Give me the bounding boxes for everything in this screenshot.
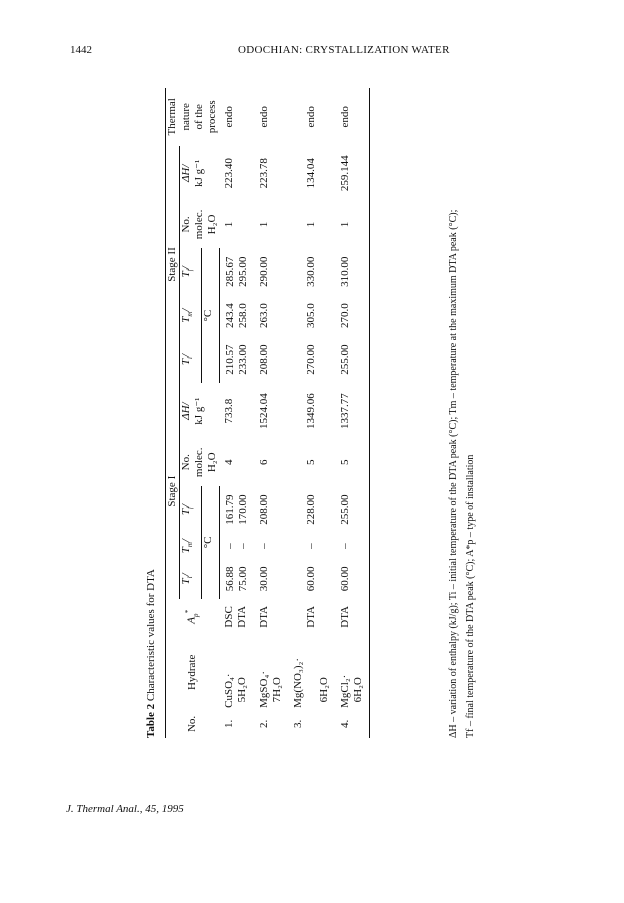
cell-n2: 1 (223, 221, 235, 228)
cell-ap: DTA (335, 599, 370, 635)
ap-symbol: A (185, 617, 198, 624)
cell-ti1: 30.00 (257, 566, 270, 592)
cell-ti2: 210.57 233.00 (223, 344, 249, 375)
running-head: ODOCHIAN: CRYSTALLIZATION WATER (238, 44, 450, 56)
cell-ap: DSC DTA (223, 606, 248, 628)
cell-tm1: – – (223, 543, 249, 549)
stage1-header: Stage I (166, 383, 180, 599)
cell-ap: DTA (304, 606, 317, 628)
cell-tf1: 208.00 (257, 494, 270, 525)
table-caption (145, 569, 157, 738)
cell-tf1: 255.00 (335, 486, 370, 534)
cell-tm2: 243.4 258.0 (223, 303, 249, 329)
cell-dh1: 1337.77 (335, 383, 370, 438)
ti1-header: $T_i/$ (180, 573, 195, 585)
cell-tf2: 310.00 (335, 248, 370, 296)
cell-ti2: 208.00 (257, 344, 270, 375)
cell-ti2: 255.00 (335, 336, 370, 384)
cell-ti1: 56.88 75.00 (223, 566, 249, 592)
tf1-header: $T_f/$ (180, 504, 195, 516)
cell-n1: 4 (223, 459, 235, 466)
cell-tm1: – (335, 533, 370, 558)
col-no-header: No. (166, 710, 220, 738)
table-row (335, 88, 370, 738)
table-row (288, 88, 335, 738)
cell-dh2: 259.144 (335, 146, 370, 201)
page-number: 1442 (70, 44, 92, 56)
table-caption-label: Table 2 (145, 703, 157, 738)
cell-ti1: 60.00 (335, 559, 370, 599)
cell-ti2: 270.00 (304, 344, 317, 375)
table-caption-text: Characteristic values for DTA (145, 569, 157, 702)
col-hydrate-header: Hydrate (166, 635, 220, 710)
table-row (219, 88, 254, 738)
cell-tf1: 228.00 (304, 494, 317, 525)
cell-tm2: 270.0 (335, 296, 370, 336)
cell-n2: 1 (257, 221, 270, 228)
footnote-line-1: ΔH – variation of enthalpy (kJ/g); Ti – initial temperature of the DTA peak (°C); Tm – temperature at the maximum DTA peak (°C); (448, 209, 459, 738)
cell-tm2: 305.0 (304, 303, 317, 329)
stage2-header: Stage II (166, 146, 180, 384)
cell-nature: endo (257, 106, 270, 128)
cell-nature: endo (304, 106, 317, 128)
ti2-header: $T_i/$ (180, 353, 195, 366)
cell-hydrate: MgSO₄· 7H₂O (257, 671, 283, 708)
deg-c-header-1: °C (202, 486, 219, 599)
cell-no: 1. (223, 719, 235, 729)
rotated-table-region (145, 88, 505, 738)
cell-hydrate: CuSO₄· 5H₂O (223, 673, 248, 708)
cell-dh1: 1524.04 (257, 393, 270, 429)
cell-tf2: 290.00 (257, 256, 270, 287)
cell-nature: endo (223, 106, 235, 128)
cell-n1: 5 (304, 459, 317, 466)
cell-n1: 5 (335, 439, 370, 486)
cell-ti1: 60.00 (304, 566, 317, 592)
cell-tm1: – (257, 543, 270, 549)
cell-n2: 1 (304, 221, 317, 228)
dh1-header: ΔH/ kJ g⁻¹ (180, 397, 205, 425)
tm2-header: $T_m/$ (180, 308, 195, 323)
deg-c-header-2: °C (202, 248, 219, 384)
cell-tm1: – (304, 543, 317, 549)
nature-header: nature of the process (179, 100, 218, 134)
cell-tf1: 161.79 170.00 (223, 494, 249, 525)
cell-no: 2. (257, 719, 270, 729)
nomolec1-header: No. molec. H₂O (180, 447, 218, 478)
tm1-header: $T_m/$ (180, 539, 195, 554)
table-wrap (165, 88, 370, 738)
cell-tm2: 263.0 (257, 303, 270, 329)
cell-dh2: 223.78 (257, 158, 270, 189)
nomolec2-header: No. molec. H₂O (180, 209, 218, 240)
cell-no: 4. (335, 710, 370, 738)
cell-no: 3. (291, 719, 304, 729)
cell-dh2: 134.04 (304, 158, 317, 189)
col-ap-header: $A_p^*$ (166, 599, 220, 635)
cell-dh1: 733.8 (223, 398, 235, 424)
cell-ap: DTA (257, 606, 270, 628)
thermal-header: Thermal (166, 88, 180, 146)
dta-table (165, 88, 370, 738)
cell-nature: endo (335, 88, 370, 146)
footnote-line-2: Tf – final temperature of the DTA peak (°C); A*p – type of installation (465, 454, 476, 738)
cell-dh2: 223.40 (223, 158, 235, 189)
cell-n2: 1 (335, 201, 370, 248)
cell-dh1: 1349.06 (304, 393, 317, 429)
table-footnotes (445, 88, 479, 738)
journal-reference: J. Thermal Anal., 45, 1995 (66, 803, 184, 815)
cell-hydrate: MgCl₂· 6H₂O (335, 635, 370, 710)
table-row (254, 88, 288, 738)
cell-tf2: 330.00 (304, 256, 317, 287)
dh2-header: ΔH/ kJ g⁻¹ (180, 159, 205, 187)
cell-tf2: 285.67 295.00 (223, 256, 249, 287)
cell-n1: 6 (257, 459, 270, 466)
cell-hydrate: Mg(NO₃)₂· 6H₂O (291, 658, 330, 708)
tf2-header: $T_f/$ (180, 266, 195, 278)
